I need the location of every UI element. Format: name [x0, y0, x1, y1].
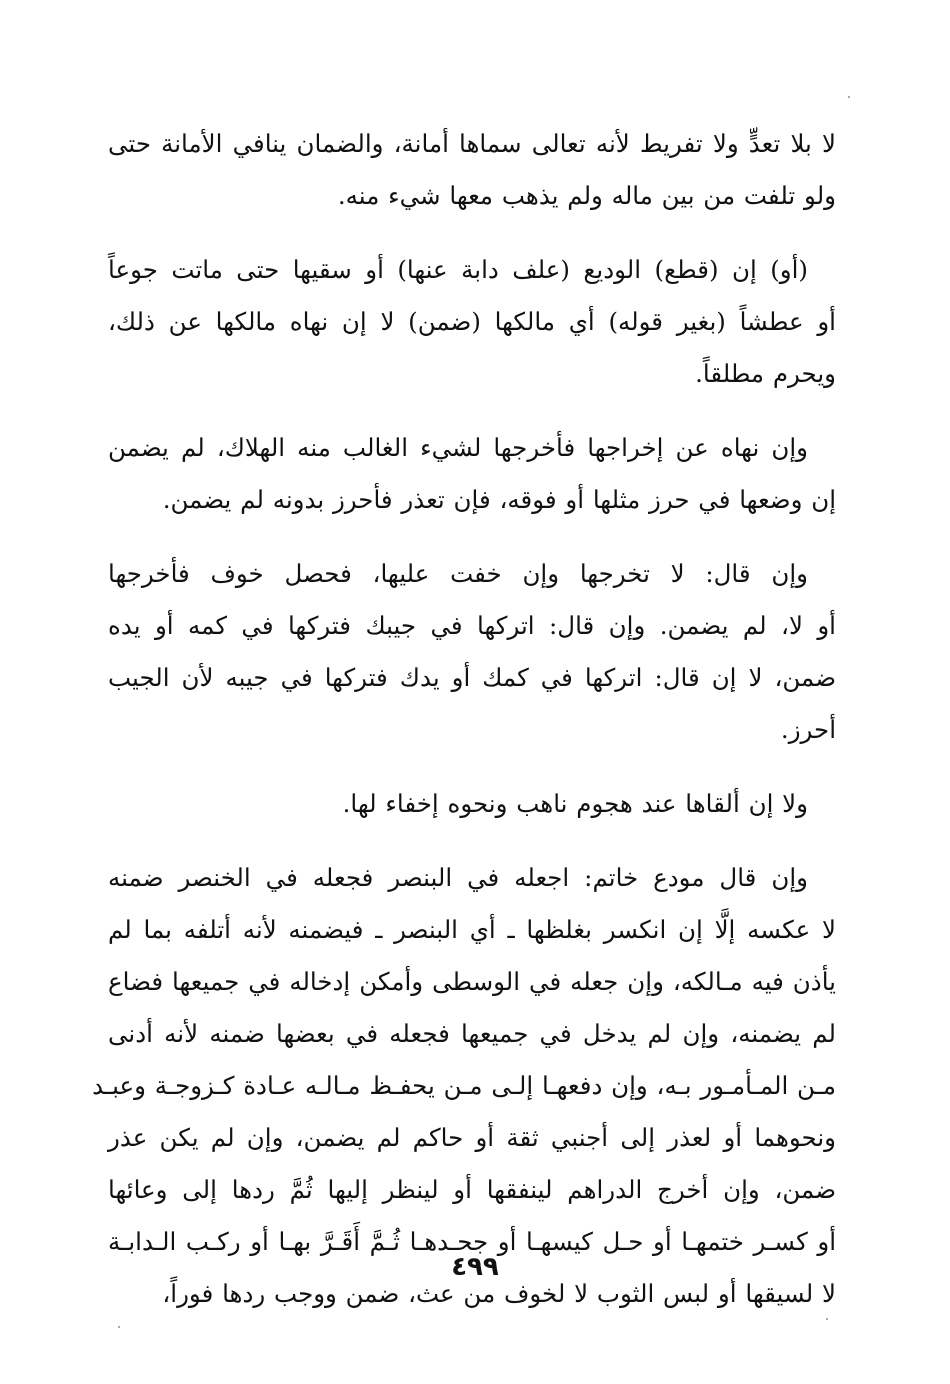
text-line: ويحرم مطلقاً. — [695, 359, 836, 388]
text-line: أو عطشاً (بغير قوله) أي مالكها (ضمن) لا إن نهاه مالكها عن ذلك، — [108, 307, 836, 336]
text-line: ولو تلفت من بين ماله ولم يذهب معها شيء منه. — [337, 181, 836, 210]
text-line: لا عكسه إلَّا إن انكسر بغلظها ـ أي البنصر ـ فيضمنه لأنه أتلفه بما لم — [108, 915, 836, 944]
text-line: إن وضعها في حرز مثلها أو فوقه، فإن تعذر فأحرز بدونه لم يضمن. — [162, 485, 836, 514]
text-line: ضمن، لا إن قال: اتركها في كمك أو يدك فتركها في جيبه لأن الجيب — [108, 663, 836, 692]
paragraph — [108, 244, 836, 400]
text-line: أحرز. — [780, 715, 836, 744]
text-line: ولا إن ألقاها عند هجوم ناهب ونحوه إخفاء لها. — [342, 789, 808, 818]
paragraph — [108, 422, 836, 526]
text-line: ضمن، وإن أخرج الدراهم لينفقها أو لينظر إليها ثُمَّ ردها إلى وعائها — [108, 1175, 836, 1204]
text-line: لم يضمنه، وإن لم يدخل في جميعها فجعله في بعضها ضمنه لأنه أدنى — [108, 1019, 836, 1048]
paragraph — [108, 118, 836, 222]
body-text — [92, 118, 836, 1342]
scan-speck — [848, 96, 850, 98]
text-line: (أو) إن (قطع) الوديع (علف دابة عنها) أو سقيها حتى ماتت جوعاً — [108, 255, 808, 284]
text-line: وإن قال: لا تخرجها وإن خفت عليها، فحصل خوف فأخرجها — [108, 559, 808, 588]
text-line: أو لا، لم يضمن. وإن قال: اتركها في جيبك فتركها في كمه أو يده — [108, 611, 836, 640]
text-line: يأذن فيه مـالكه، وإن جعله في الوسطى وأمكن إدخاله في جميعها فضاع — [108, 967, 836, 996]
text-line: مـن المـأمـور بـه، وإن دفعهـا إلـى مـن يحفـظ مـالـه عـادة كـزوجـة وعبـد — [92, 1071, 836, 1100]
text-line: ونحوهما أو لعذر إلى أجنبي ثقة أو حاكم لم يضمن، وإن لم يكن عذر — [108, 1123, 836, 1152]
text-line: وإن قال مودع خاتم: اجعله في البنصر فجعله في الخنصر ضمنه — [108, 863, 808, 892]
text-line: أو كسـر ختمهـا أو حـل كيسهـا أو جحـدهـا ثُـمَّ أَقَـرَّ بهـا أو ركـب الـدابـة — [108, 1227, 836, 1256]
page-number: ٤٩٩ — [451, 1252, 499, 1282]
text-line: وإن نهاه عن إخراجها فأخرجها لشيء الغالب منه الهلاك، لم يضمن — [108, 433, 808, 462]
paragraph — [108, 548, 836, 756]
paragraph — [92, 852, 836, 1320]
paragraph — [108, 778, 836, 830]
text-line: لا لسيقها أو لبس الثوب لا لخوف من عث، ضمن ووجب ردها فوراً، — [162, 1279, 836, 1308]
text-line: لا بلا تعدٍّ ولا تفريط لأنه تعالى سماها أمانة، والضمان ينافي الأمانة حتى — [108, 129, 836, 158]
